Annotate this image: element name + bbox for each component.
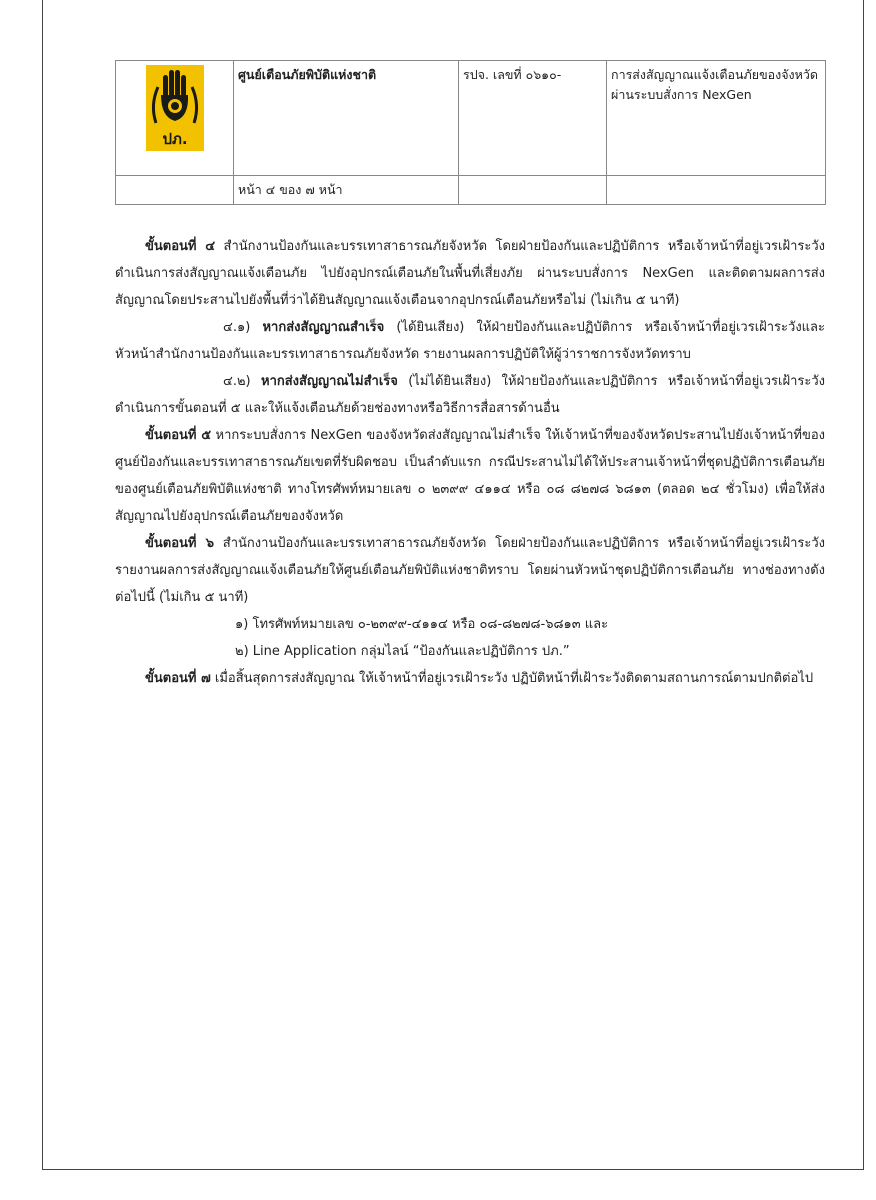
document-body: [115, 233, 825, 692]
step-4-1-text: (ได้ยินเสียง) ให้ฝ่ายป้องกันและปฏิบัติการ หรือเจ้าหน้าที่อยู่เวรเฝ้าระวังและหัวหน้าสำนักงานป้องกันและบรรเทาสาธารณภัยจังหวัด รายงานผลการปฏิบัติให้ผู้ว่าราชการจังหวัดทราบ: [115, 320, 825, 362]
step-4-label: ขั้นตอนที่ ๔: [145, 239, 216, 254]
agency-logo: [146, 65, 204, 151]
step-4-text: สำนักงานป้องกันและบรรเทาสาธารณภัยจังหวัด โดยฝ่ายป้องกันและปฏิบัติการ หรือเจ้าหน้าที่อยู่เวรเฝ้าระวัง ดำเนินการส่งสัญญาณแจ้งเตือนภัย ไปยังอุปกรณ์เตือนภัยในพื้นที่เสี่ยงภัย ผ่านระบบสั่งการ NexGen และติดตามผลการส่งสัญญาณโดยประสานไปยังพื้นที่ว่าได้ยินสัญญาณแจ้งเตือนจากอุปกรณ์เตือนภัยหรือไม่ (ไม่เกิน ๕ นาที): [115, 239, 825, 308]
document-header-table: [115, 60, 826, 205]
step-5-paragraph: [115, 422, 825, 530]
step-4-2-text: (ไม่ได้ยินเสียง) ให้ฝ่ายป้องกันและปฏิบัติการ หรือเจ้าหน้าที่อยู่เวรเฝ้าระวัง ดำเนินการขั้นตอนที่ ๕ และให้แจ้งเตือนภัยด้วยช่องทางหรือวิธีการสื่อสารด้านอื่น: [115, 374, 826, 416]
step-4-1-number: ๔.๑): [223, 320, 263, 335]
step-7-paragraph: [115, 665, 825, 692]
logo-cell: [116, 61, 234, 176]
step-4-2-label: หากส่งสัญญาณไม่สำเร็จ: [261, 374, 398, 389]
empty-cell: [116, 176, 234, 205]
step-6-text: สำนักงานป้องกันและบรรเทาสาธารณภัยจังหวัด โดยฝ่ายป้องกันและปฏิบัติการ หรือเจ้าหน้าที่อยู่เวรเฝ้าระวัง รายงานผลการส่งสัญญาณแจ้งเตือนภัยให้ศูนย์เตือนภัยพิบัติแห่งชาติทราบ โดยผ่านหัวหน้าชุดปฏิบัติการเตือนภัย ทางช่องทางดังต่อไปนี้ (ไม่เกิน ๕ นาที): [115, 536, 825, 605]
step-4-2-paragraph: [115, 368, 825, 422]
step-4-1-paragraph: [115, 314, 825, 368]
step-7-label: ขั้นตอนที่ ๗: [145, 671, 211, 686]
step-6-paragraph: [115, 530, 825, 611]
step-4-1-label: หากส่งสัญญาณสำเร็จ: [262, 320, 385, 335]
organization-name: ศูนย์เตือนภัยพิบัติแห่งชาติ: [234, 61, 459, 176]
logo-text: ปภ.: [161, 130, 188, 148]
step-6-item-2: ๒) Line Application กลุ่มไลน์ “ป้องกันและปฏิบัติการ ปภ.”: [235, 644, 570, 659]
document-code: รปจ. เลขที่ ๐๖๑๐-: [459, 61, 607, 176]
step-6-item-1: ๑) โทรศัพท์หมายเลข ๐-๒๓๙๙-๔๑๑๔ หรือ ๐๘-๘๒๗๘-๖๘๑๓ และ: [235, 617, 609, 632]
step-7-text: เมื่อสิ้นสุดการส่งสัญญาณ ให้เจ้าหน้าที่อยู่เวรเฝ้าระวัง ปฏิบัติหน้าที่เฝ้าระวังติดตามสถานการณ์ตามปกติต่อไป: [210, 671, 814, 686]
document-title: การส่งสัญญาณแจ้งเตือนภัยของจังหวัดผ่านระบบสั่งการ NexGen: [607, 61, 826, 176]
page-info: หน้า ๔ ของ ๗ หน้า: [234, 176, 459, 205]
step-6-label: ขั้นตอนที่ ๖: [145, 536, 214, 551]
empty-cell: [607, 176, 826, 205]
step-5-label: ขั้นตอนที่ ๕: [145, 428, 212, 443]
step-5-text: หากระบบสั่งการ NexGen ของจังหวัดส่งสัญญาณไม่สำเร็จ ให้เจ้าหน้าที่ของจังหวัดประสานไปยังเจ้าหน้าที่ของศูนย์ป้องกันและบรรเทาสาธารณภัยเขตที่รับผิดชอบ เป็นลำดับแรก กรณีประสานไม่ได้ให้ประสานเจ้าหน้าที่ชุดปฏิบัติการเตือนภัยของศูนย์เตือนภัยพิบัติแห่งชาติ ทางโทรศัพท์หมายเลข ๐ ๒๓๙๙ ๔๑๑๔ หรือ ๐๘ ๘๒๗๘ ๖๘๑๓ (ตลอด ๒๔ ชั่วโมง) เพื่อให้ส่งสัญญาณไปยังอุปกรณ์เตือนภัยของจังหวัด: [115, 428, 825, 524]
step-4-paragraph: [115, 233, 825, 314]
empty-cell: [459, 176, 607, 205]
step-4-2-number: ๔.๒): [223, 374, 261, 389]
